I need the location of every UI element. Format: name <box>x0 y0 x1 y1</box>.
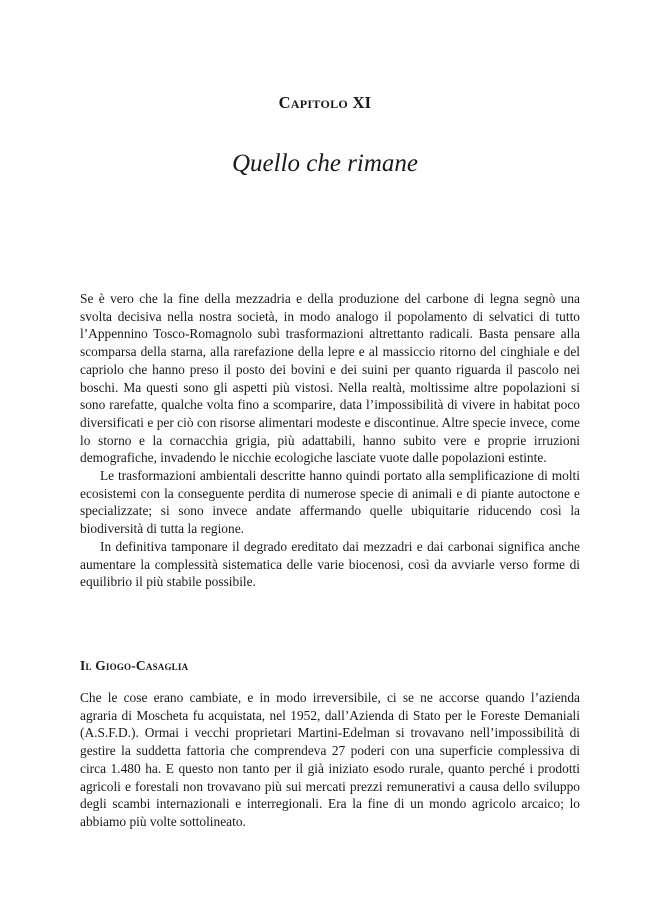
paragraph: In definitiva tamponare il degrado ereditato dai mezzadri e dai carbonai significa anche aumentare la complessità sistematica delle varie biocenosi, così da avviarle verso forme di equilibrio il più stabile possibile. <box>80 538 580 590</box>
paragraph: Le trasformazioni ambientali descritte hanno quindi portato alla semplificazione di molti ecosistemi con la conseguente perdita di numerose specie di animali e di piante autoctone e specializzate; si sono invece andate affermando quelle ubiquitarie riducendo così la biodiversità di tutta la regione. <box>80 468 580 537</box>
paragraph: Che le cose erano cambiate, e in modo irreversibile, ci se ne accorse quando l’azienda agraria di Moscheta fu acquistata, nel 1952, dall’Azienda di Stato per le Foreste Demaniali (A.S.F.D.). Ormai i vecchi proprietari Martini-Edelman si trovavano nell’impossibilità di gestire la suddetta fattoria che comprendeva 27 poderi con una superficie complessiva di circa 1.480 ha. E questo non tanto per il già iniziato esodo rurale, quanto perché i prodotti agricoli e forestali non trovavano più sui mercati prezzi remunerativi a causa dello sviluppo degli scambi internazionali e interregionali. Era la fine di un mondo agricolo arcaico; lo abbiamo più volte sottolineato. <box>80 690 580 829</box>
chapter-label: Capitolo XI <box>278 93 372 112</box>
chapter-title: Quello che rimane <box>231 150 419 177</box>
section-heading: Il Giogo-Casaglia <box>80 658 189 673</box>
intro-text <box>80 290 580 591</box>
section-text <box>80 689 580 831</box>
paragraph: Se è vero che la fine della mezzadria e della produzione del carbone di legna segnò una svolta decisiva nella nostra società, in modo analogo il popolamento di selvatici di tutto l’Appennino Tosco-Romagnolo subì trasformazioni altrettanto radicali. Basta pensare alla scomparsa della starna, alla rarefazione della lepre e al massiccio ritorno del cinghiale e del capriolo che hanno preso il posto dei bovini e dei suini per quanto riguarda il pascolo nei boschi. Ma questi sono gli aspetti più vistosi. Nella realtà, moltissime altre popolazioni si sono rarefatte, qualche volta fino a scomparire, data l’impossibilità di vivere in habitat poco diversificati e per ciò con risorse alimentari modeste e discontinue. Altre specie invece, come lo storno e la cornacchia grigia, più adattabili, hanno subito vere e proprie irruzioni demografiche, invadendo le nicchie ecologiche lasciate vuote dalle popolazioni estinte. <box>80 291 580 466</box>
